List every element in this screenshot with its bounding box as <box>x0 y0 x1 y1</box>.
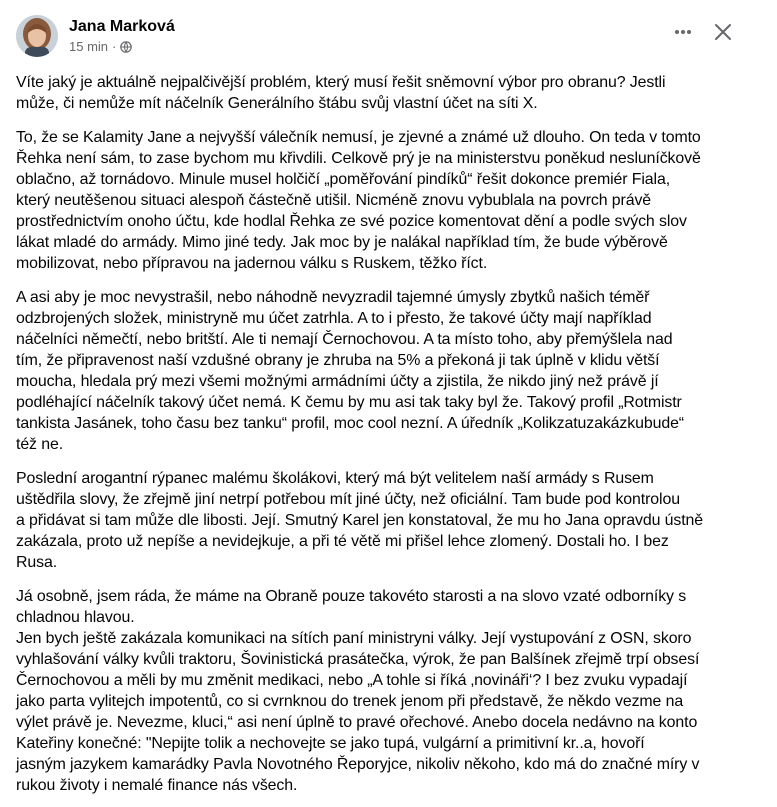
header-actions <box>665 14 741 50</box>
post-header <box>16 12 761 60</box>
post-paragraph-6: Jen bych ještě zakázala komunikaci na sítích paní ministryni války. Její vystupování z OSN, skoro vyhlašování války kvůli traktoru, Šovinistická prasátečka, výrok, že pan Balšínek zřejmě trpí obsesí Černochovou a měli by mu změnit medikaci, nebo „A tohle si říká ‚novináři‘? I bez zvuku vypadají jako parta vylitejch impotentů, co si cvrnknou do trenek jenom při představě, že někdo vezme na výlet právě je. Nevezme, kluci,“ asi není úplně to pravé ořechové. Anebo docela nedávno na konto Kateřiny konečné: "Nepijte tolik a nechovejte se jako tupá, vulgární a primitivní kr..a, hovoří jasným jazykem kamarádky Pavla Novotného Řeporyjce, nikoliv někoho, kdo má do značné míry v rukou životy i nemalé finance nás všech. <box>16 630 700 794</box>
post-paragraph-1: Víte jaký je aktuálně nejpalčivější problém, který musí řešit sněmovní výbor pro obranu? Jestli může, či nemůže mít náčelník Generálního štábu svůj vlastní účet na síti X. <box>16 74 666 112</box>
more-options-button[interactable] <box>665 14 701 50</box>
post-body <box>16 72 761 796</box>
author-name[interactable]: Jana Marková <box>69 18 175 35</box>
avatar-image <box>16 15 58 57</box>
separator-dot: · <box>112 39 117 54</box>
post-paragraph-5: Já osobně, jsem ráda, že máme na Obraně pouze takovéto starosti a na slovo vzaté odborníky s chladnou hlavou. <box>16 588 687 626</box>
post-time[interactable]: 15 min <box>69 39 109 54</box>
close-icon <box>713 22 733 42</box>
avatar[interactable] <box>16 15 58 57</box>
post-paragraph-3: A asi aby je moc nevystrašil, nebo náhodně nevyzradil tajemné úmysly zbytků našich téměř odzbrojených složek, ministryně mu účet zatrhla. A to i přesto, že takové účty mají například náčelníci němečtí, nebo britští. Ale ti nemají Černochovou. A ta místo toho, aby přemýšlela nad tím, že připravenost naší vzdušné obrany je zhruba na 5% a překoná ji tak úplně v klidu větší moucha, hledala prý mezi všemi možnými armádními účty a zjistila, že nikdo jiný než právě jí podléhající náčelník takový účet nemá. K čemu by mu asi tak taky byl že. Takový profil „Rotmistr tankista Jasánek, toho času bez tanku“ profil, moc cool nezní. A úředník „Kolikzatuzakázkubude“ též ne. <box>16 289 684 453</box>
globe-icon[interactable] <box>120 41 132 53</box>
post-subline <box>69 39 175 55</box>
post-paragraph-4: Poslední arogantní rýpanec malému školákovi, který má být velitelem naší armády s Rusem uštědřila slovy, že zřejmě jiní netrpí potřebou mít jiné účty, než oficiální. Tam bude pod kontrolou a přidávat si tam může dle libosti. Její. Smutný Karel jen konstatoval, že mu ho Jana opravdu ústně zakázala, proto už nepíše a nevidejkuje, a při té větě mi přišel lehce zlomený. Dostali ho. I bez Rusa. <box>16 470 704 571</box>
close-button[interactable] <box>705 14 741 50</box>
post-paragraph-2: To, že se Kalamity Jane a nejvyšší válečník nemusí, je zjevné a známé už dlouho. On teda v tomto Řehka není sám, to zase bychom mu křivdili. Celkově prý je na ministerstvu poněkud nesluníčkově oblačno, až tornádovo. Minule musel holčičí „poměřování pindíků“ řešit dokonce premiér Fiala, který neutěšenou situaci alespoň částečně utišil. Nicméně znovu vybublala na povrch právě prostřednictvím onoho účtu, kde hodlal Řehka ze své pozice komentovat dění a podle svých slov lákat mladé do armády. Mimo jiné tedy. Jak moc by je nalákal například tím, že bude výběrově mobilizovat, nebo přípravou na jadernou válku s Ruskem, těžko říct. <box>16 129 701 272</box>
post-meta <box>69 17 175 55</box>
more-horizontal-icon <box>673 22 693 42</box>
